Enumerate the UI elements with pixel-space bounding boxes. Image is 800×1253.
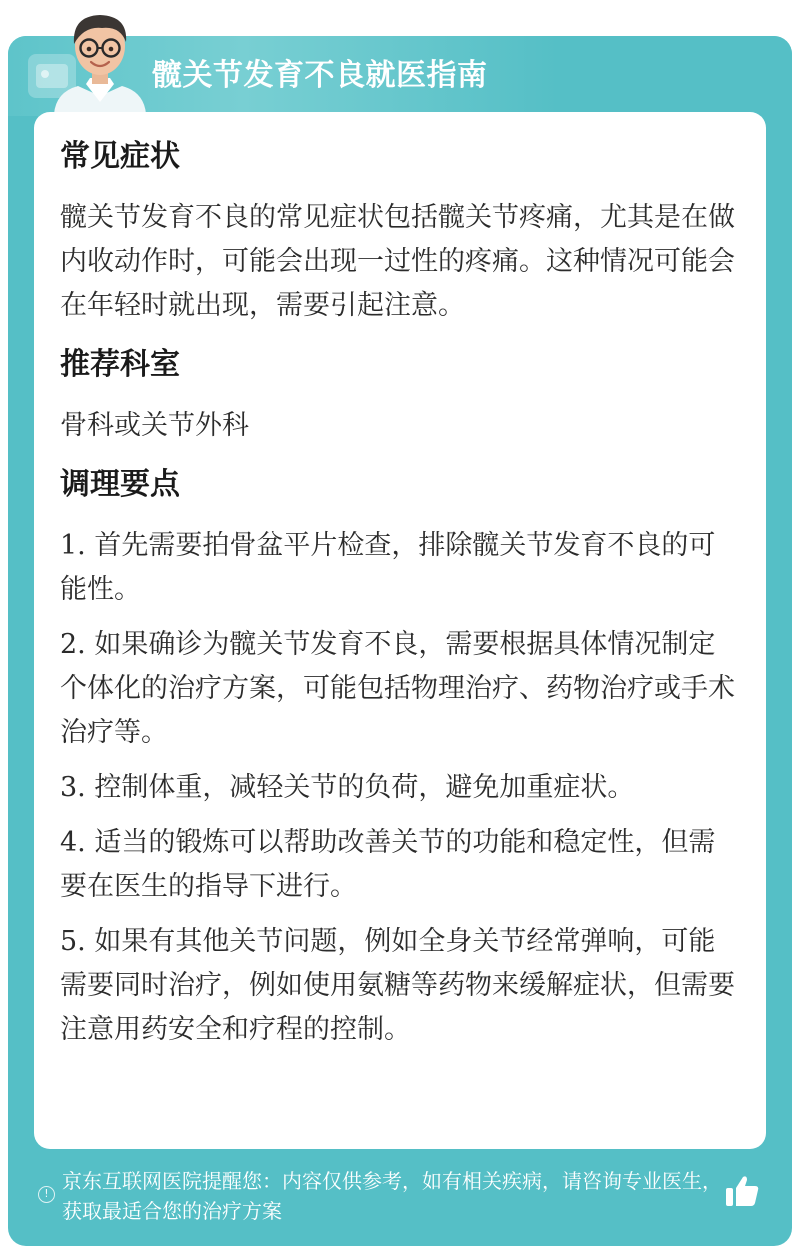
section-title-symptoms: 常见症状	[60, 139, 180, 174]
care-item	[60, 821, 740, 909]
care-item	[60, 623, 740, 755]
care-item-text: 如果有其他关节问题，例如全身关节经常弹响，可能需要同时治疗，例如使用氨糖等药物来缓解症状，但需要注意用药安全和疗程的控制。	[60, 926, 735, 1045]
section-title-care: 调理要点	[60, 467, 180, 502]
care-item	[60, 766, 740, 810]
care-item-text: 首先需要拍骨盆平片检查，排除髋关节发育不良的可能性。	[60, 530, 716, 605]
care-item-number: 5.	[60, 926, 86, 957]
info-icon: !	[38, 1186, 55, 1203]
care-item-number: 1.	[60, 530, 86, 561]
page-title: 髋关节发育不良就医指南	[152, 58, 488, 93]
care-item-text: 控制体重，减轻关节的负荷，避免加重症状。	[85, 772, 635, 803]
content-card	[34, 112, 766, 1149]
care-item	[60, 920, 740, 1052]
care-item-number: 2.	[60, 629, 86, 660]
department-body: 骨科或关节外科	[60, 410, 249, 441]
thumbs-up-icon[interactable]	[724, 1174, 760, 1208]
care-item-number: 3.	[60, 772, 86, 803]
care-item-text: 如果确诊为髋关节发育不良，需要根据具体情况制定个体化的治疗方案，可能包括物理治疗、药物治疗或手术治疗等。	[60, 629, 735, 748]
care-item	[60, 524, 740, 612]
care-item-number: 4.	[60, 827, 86, 858]
section-title-department: 推荐科室	[60, 347, 180, 382]
care-item-text: 适当的锻炼可以帮助改善关节的功能和稳定性，但需要在医生的指导下进行。	[60, 827, 716, 902]
doctor-avatar	[44, 6, 156, 114]
footer-disclaimer: 京东互联网医院提醒您：内容仅供参考，如有相关疾病，请咨询专业医生，获取最适合您的治疗方案	[62, 1169, 722, 1223]
symptoms-body: 髋关节发育不良的常见症状包括髋关节疼痛，尤其是在做内收动作时，可能会出现一过性的疼痛。这种情况可能会在年轻时就出现，需要引起注意。	[60, 202, 735, 321]
